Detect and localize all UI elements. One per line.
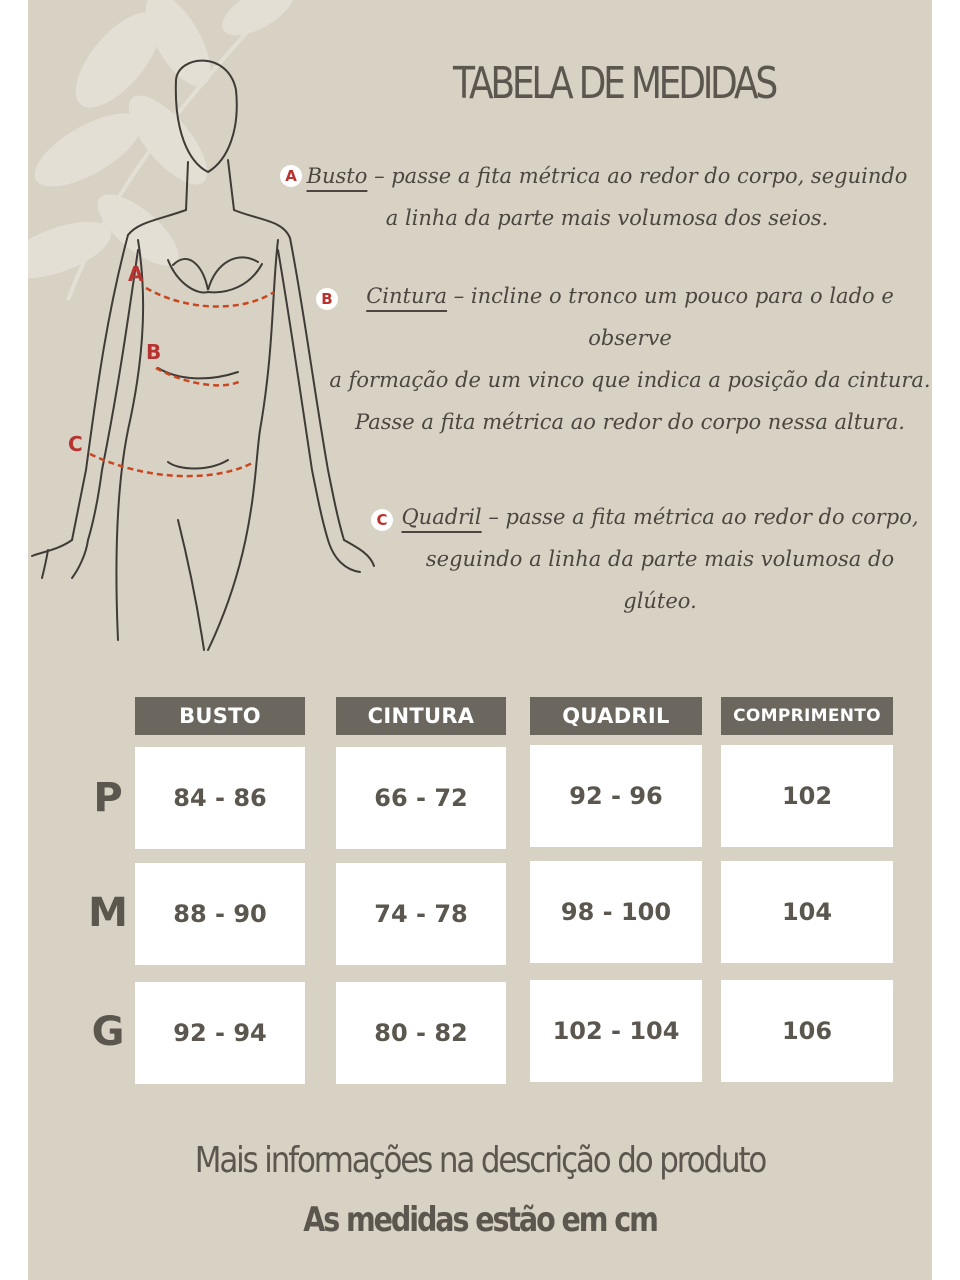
quadril-line2: seguindo a linha da parte mais volumosa do — [425, 547, 895, 571]
quadril-term: Quadril — [401, 505, 482, 529]
table-cell: 98 - 100 — [530, 861, 702, 963]
table-cell: 104 — [721, 861, 893, 963]
badge-a: A — [280, 165, 302, 187]
cintura-line2: observe — [588, 326, 672, 350]
table-cell: 92 - 96 — [530, 745, 702, 847]
busto-instruction — [290, 155, 924, 239]
figure-marker-c: C — [68, 432, 83, 456]
size-label-g: G — [91, 1009, 125, 1055]
size-label-m: M — [88, 890, 128, 936]
header-cintura: CINTURA — [336, 697, 506, 735]
table-cell: 92 - 94 — [135, 982, 305, 1084]
figure-marker-a: A — [128, 262, 144, 286]
size-label-p: P — [93, 775, 123, 821]
footer-units-text: As medidas estão em cm — [303, 1200, 657, 1240]
table-cell: 66 - 72 — [336, 747, 506, 849]
cintura-instruction — [328, 275, 932, 443]
cintura-term: Cintura — [366, 284, 448, 308]
size-chart-card — [28, 0, 932, 1280]
footer-info-text: Mais informações na descrição do produto — [194, 1140, 766, 1181]
table-cell: 106 — [721, 980, 893, 1082]
table-cell: 102 - 104 — [530, 980, 702, 1082]
badge-b: B — [316, 288, 338, 310]
table-cell: 102 — [721, 745, 893, 847]
figure-marker-b: B — [146, 340, 162, 364]
page-title: TABELA DE MEDIDAS — [453, 58, 775, 109]
table-cell: 88 - 90 — [135, 863, 305, 965]
header-busto: BUSTO — [135, 697, 305, 735]
busto-line2: a linha da parte mais volumosa dos seios. — [385, 206, 829, 230]
cintura-line4: Passe a fita métrica ao redor do corpo nessa altura. — [355, 410, 905, 434]
cintura-line1: – incline o tronco um pouco para o lado e — [447, 284, 894, 308]
quadril-instruction — [388, 496, 932, 622]
table-cell: 84 - 86 — [135, 747, 305, 849]
cintura-line3: a formação de um vinco que indica a posição da cintura. — [329, 368, 931, 392]
quadril-line1: – passe a fita métrica ao redor do corpo, — [481, 505, 919, 529]
badge-c: C — [371, 509, 393, 531]
busto-term: Busto — [306, 164, 368, 188]
table-cell: 74 - 78 — [336, 863, 506, 965]
busto-line1: – passe a fita métrica ao redor do corpo, seguindo — [367, 164, 908, 188]
table-cell: 80 - 82 — [336, 982, 506, 1084]
header-quadril: QUADRIL — [530, 697, 702, 735]
quadril-line3: glúteo. — [623, 589, 697, 613]
header-comprimento: COMPRIMENTO — [721, 697, 893, 735]
